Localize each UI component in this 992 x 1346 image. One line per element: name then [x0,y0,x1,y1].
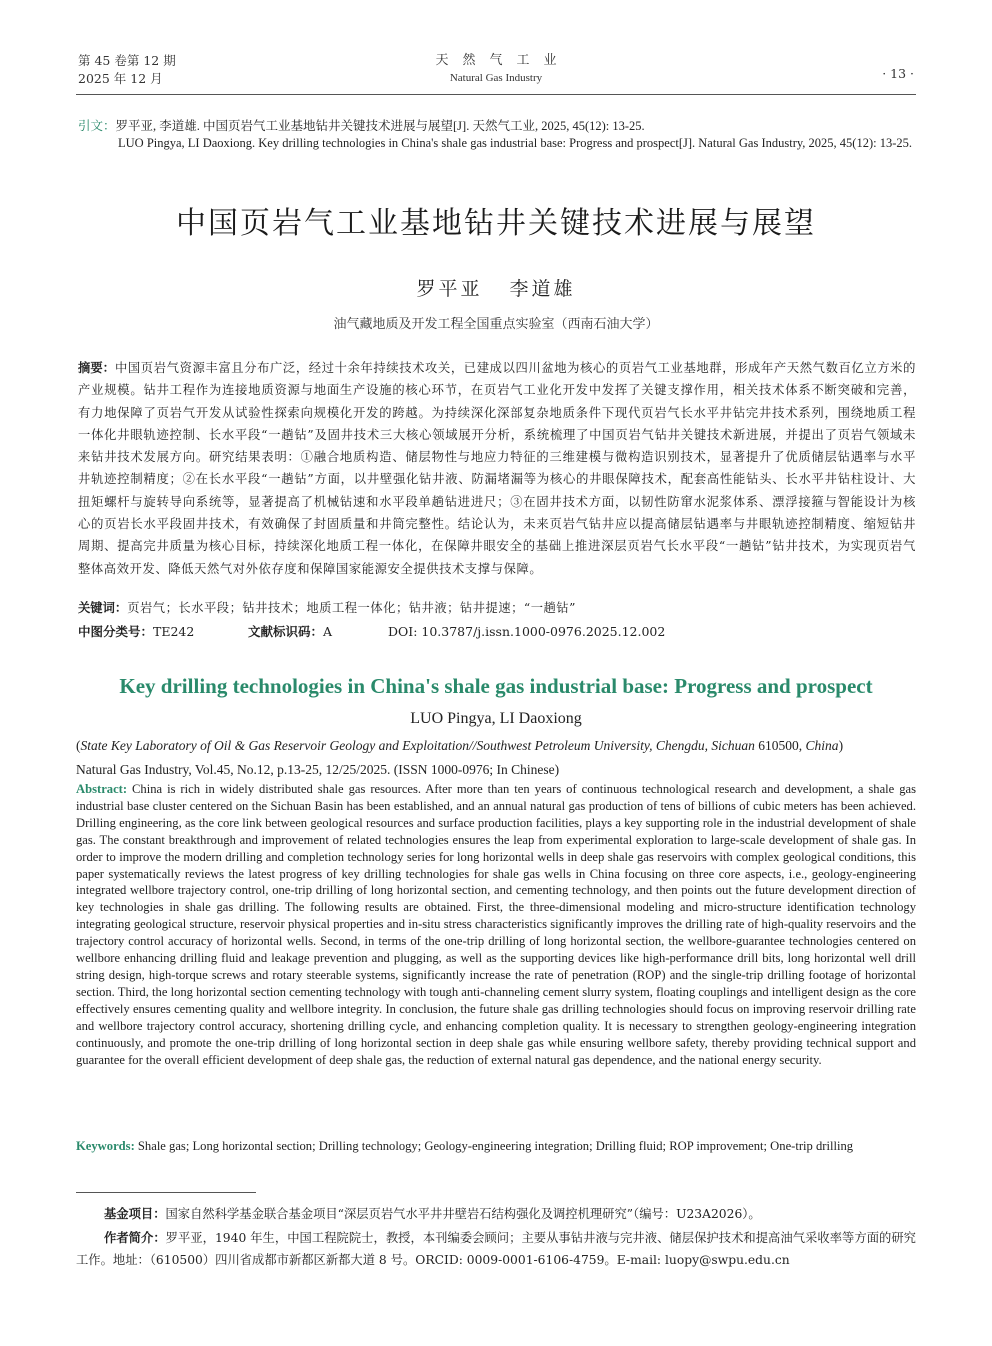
doc-code-label: 文献标识码： [248,624,324,639]
title-en: Key drilling technologies in China's shale gas industrial base: Progress and prospect [119,674,873,698]
affiliation-open: ( [76,738,81,753]
classification-line [78,622,916,642]
header-volume: 第 45 卷第 12 期 [78,53,176,68]
abstract-en [76,781,916,1068]
bio-text: 罗平亚，1940 年生，中国工程院院士，教授，本刊编委会顾问；主要从事钻井液与完井液、储层保护技术和提高油气采收率等方面的研究工作。地址：（610500）四川省成都市新都区新都大道 8 号。ORCID: 0009-0001-6106-4759。E-mail: luopy@swpu.edu.cn [76,1231,916,1267]
running-header-journal [0,52,992,86]
affiliation-close: ) [838,738,844,753]
footnote-divider [76,1192,256,1193]
citation-label: 引文： [78,118,116,133]
abstract-cn-label: 摘要： [78,361,115,375]
doi: DOI: 10.3787/j.issn.1000-0976.2025.12.002 [388,624,666,639]
citation-block [78,117,916,152]
affiliation-en-country: China [805,738,839,753]
affiliation-en-institution: State Key Laboratory of Oil & Gas Reservoir Geology and Exploitation//Southwest Petroleum University, Chengdu, Sichuan [80,738,755,753]
document-code [248,622,388,642]
authors-en: LUO Pingya, LI Daoxiong [410,710,582,727]
header-journal-cn: 天然气工业 [435,53,571,68]
citation-cn: 罗平亚, 李道雄. 中国页岩气工业基地钻井关键技术进展与展望[J]. 天然气工业, 2025, 45(12): 13-25. [115,119,645,133]
journal-info-en: Natural Gas Industry, Vol.45, No.12, p.13-25, 12/25/2025. (ISSN 1000-0976; In Chinese) [76,762,560,777]
keywords-en [76,1138,916,1155]
keywords-en-text: Shale gas; Long horizontal section; Drilling technology; Geology-engineering integration; Drilling fluid; ROP improvement; One-trip drilling [137,1139,854,1153]
clc-value: TE242 [153,624,195,639]
fund-text: 国家自然科学基金联合基金项目“深层页岩气水平井井壁岩石结构强化及调控机理研究”（编号：U23A2026）。 [165,1207,761,1221]
affiliation-en-postcode: 610500, [754,738,806,753]
abstract-cn [78,357,916,580]
affiliation-en [76,736,916,756]
keywords-en-label: Keywords: [76,1139,135,1153]
abstract-en-label: Abstract: [76,782,128,796]
author-bio-footnote [76,1227,916,1271]
header-divider [76,94,916,95]
authors-cn: 罗平亚 李道雄 [416,278,576,300]
fund-footnote [76,1204,916,1225]
clc-number [78,622,248,642]
doc-code-value: A [323,624,333,639]
abstract-cn-text: 中国页岩气资源丰富且分布广泛，经过十余年持续技术攻关，已建成以四川盆地为核心的页岩气工业基地群，形成年产天然气数百亿立方米的产业规模。钻井工程作为连接地质资源与地面生产设施的核心环节，在页岩气工业化开发中发挥了关键支撑作用，相关技术体系不断突破和完善，有力地保障了页岩气开发从试验性探索向规模化开发的跨越。为持续深化深部复杂地质条件下现代页岩气长水平井钻完井技术系列，围绕地质工程一体化井眼轨迹控制、长水平段“一趟钻”及固井技术三大核心领域展开分析，系统梳理了中国页岩气钻井关键技术新进展，并提出了页岩气领域未来钻井技术发展方向。研究结果表明：①融合地质构造、储层物性与地应力特征的三维建模与微构造识别技术，显著提升了优质储层钻遇率与水平井轨迹控制精度；②在长水平段“一趟钻”方面，以井壁强化钻井液、防漏堵漏等为核心的井眼保障技术，配套高性能钻头、长水平井钻柱设计、大扭矩螺杆与旋转导向系统等，显著提高了机械钻速和水平段单趟钻进进尺；③在固井技术方面，以韧性防窜水泥浆体系、漂浮接箍与智能设计为核心的页岩长水平段固井技术，有效确保了封固质量和井筒完整性。结论认为，未来页岩气钻井应以提高储层钻遇率与井眼轨迹控制精度、缩短钻井周期、提高完井质量为核心目标，持续深化地质工程一体化，在保障井眼安全的基础上推进深层页岩气长水平段“一趟钻”钻井技术，为实现页岩气整体高效开发、降低天然气对外依存度和保障国家能源安全提供技术支撑与保障。 [78,361,916,576]
header-journal-en: Natural Gas Industry [449,72,543,84]
citation-en: LUO Pingya, LI Daoxiong. Key drilling technologies in China's shale gas industrial base: Progress and prospect[J]. Natural Gas Industry, 2025, 45(12): 13-25. [118,136,913,150]
keywords-cn [78,598,916,618]
fund-label: 基金项目： [104,1207,166,1221]
title-cn: 中国页岩气工业基地钻井关键技术进展与展望 [176,206,816,241]
abstract-en-text: China is rich in widely distributed shale gas resources. After more than ten years of continuous technological research and development, a shale gas industrial base cluster centered on the Sichuan Basin has been established, and an annual natural gas production of tens of billions of cubic meters has been achieved. Drilling engineering, as the core link between geological resources and surface production facilities, plays a key supporting role in the industrial development of shale gas. The constant breakthrough and improvement of related technologies ensures the leap from experimental exploration to large-scale development of shale gas. In order to improve the modern drilling and completion technology series for long horizontal wells in deep shale gas reservoirs with complex geological conditions, this paper systematically reviews the latest progress of key drilling technologies for shale gas wells in China focusing on three core aspects, i.e., geology-engineering integrated wellbore trajectory control, one-trip drilling of long horizontal section, and cementing technology, and then points out the future development direction of key technologies in shale gas drilling. The following results are obtained. First, the three-dimensional modeling and micro-structure identification technology integrating geological structure, reservoir physical properties and in-situ stress characteristics significantly improves the drilling rate of high-quality reservoirs and the trajectory control accuracy of horizontal wells. Second, in terms of the one-trip drilling of long horizontal section, the wellbore-guarantee technologies centered on wellbore enhancing drilling fluid and leakage prevention and plugging, as well as the supporting devices like high-performance drill bits, long horizontal well drill string design, high-torque screws and rotary steerable systems, significantly increase the rate of penetration (ROP) and the single-trip drilling footage of horizontal section. Third, the long horizontal section cementing technology with tough anti-channeling cement slurry system, floating couplings and intelligent design as the core effectively ensures cementing quality and wellbore integrity. In conclusion, the future shale gas drilling technologies should focus on improving reservoir drilling rate and wellbore trajectory control accuracy, shortening drilling cycle, and enhancing completion quality. It is necessary to strengthen geology-engineering integration continuously, and promote the one-trip drilling of long horizontal section in deep shale gas while ensuring wellbore safety, thereby providing technical support and guarantee for the overall efficient development of deep shale gas, the reduction of external natural gas dependence, and the national energy security. [76,782,917,1067]
clc-label: 中图分类号： [78,624,154,639]
affiliation-cn: 油气藏地质及开发工程全国重点实验室（西南石油大学） [333,317,659,332]
keywords-cn-text: 页岩气；长水平段；钻井技术；地质工程一体化；钻井液；钻井提速；“一趟钻” [127,601,576,615]
page-number: · 13 · [882,66,914,81]
header-date: 2025 年 12 月 [78,71,163,86]
bio-label: 作者简介： [104,1231,166,1245]
keywords-cn-label: 关键词： [78,601,128,615]
